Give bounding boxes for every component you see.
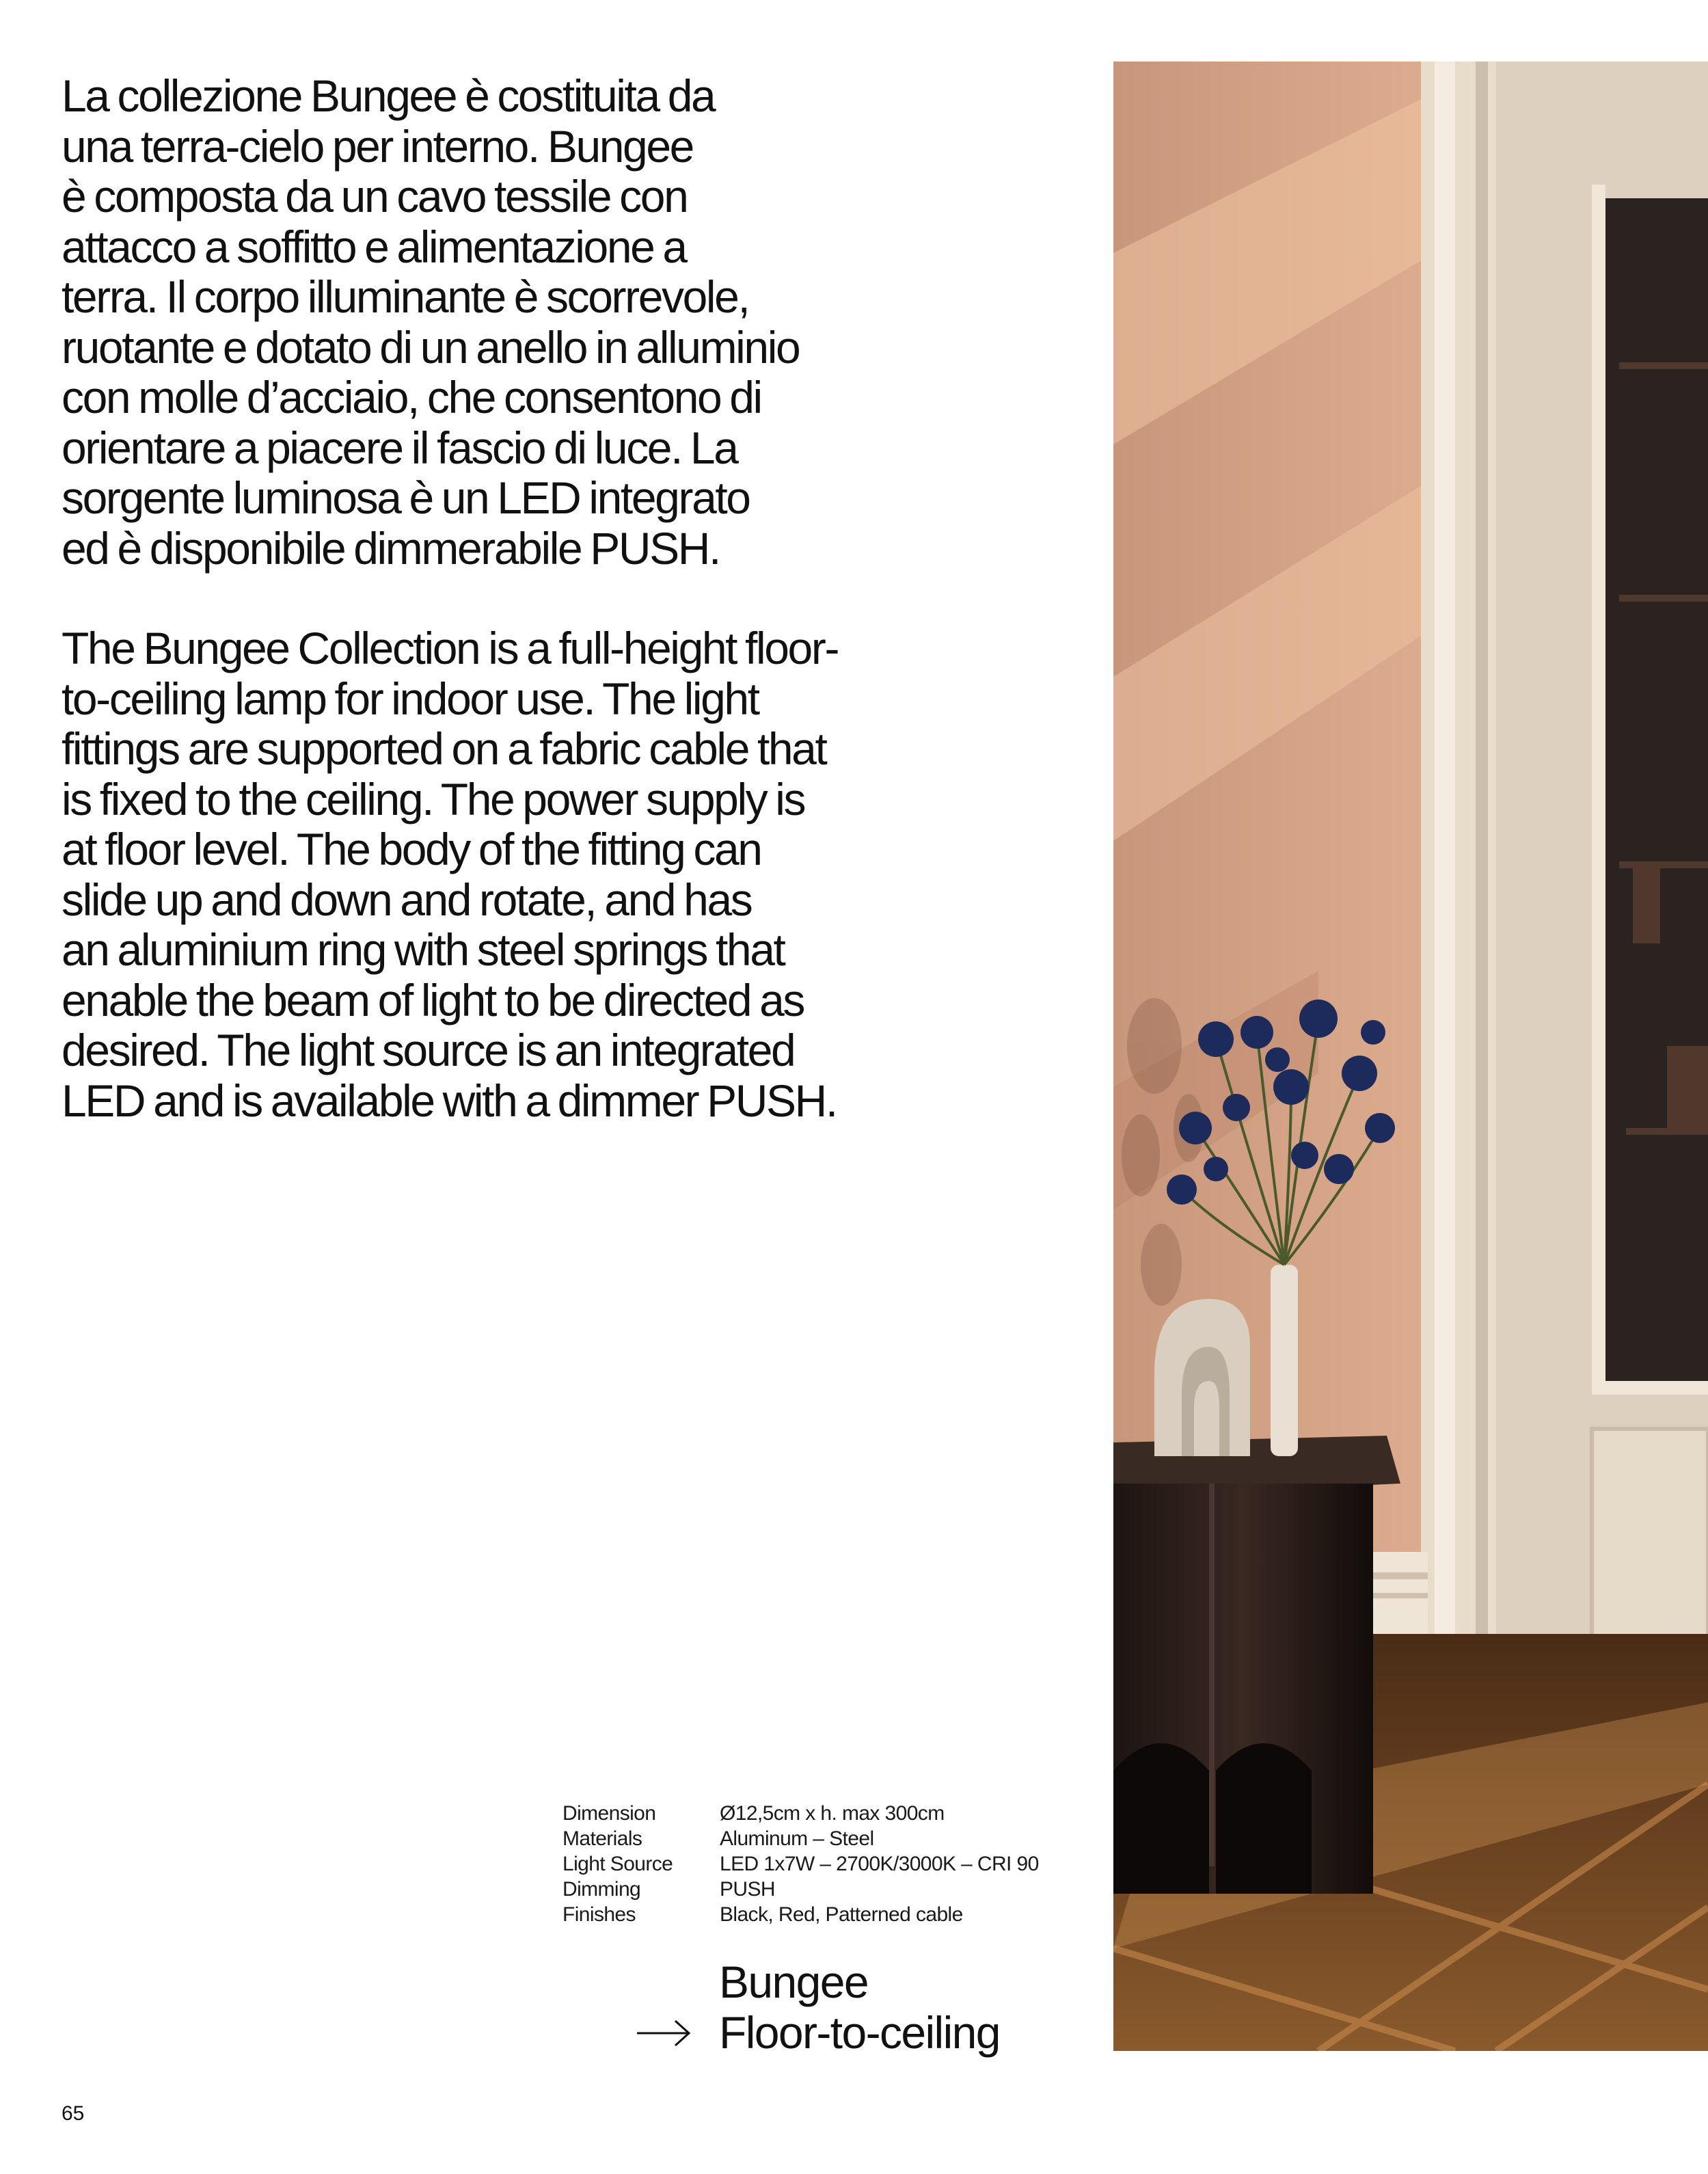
spec-value: LED 1x7W – 2700K/3000K – CRI 90 <box>720 1853 1039 1875</box>
spec-label: Finishes <box>562 1903 636 1926</box>
spec-table <box>562 1801 1109 1927</box>
spec-value: Black, Red, Patterned cable <box>720 1903 963 1926</box>
spec-label: Dimension <box>562 1802 656 1825</box>
spec-label: Dimming <box>562 1878 641 1901</box>
glass-pane <box>1605 198 1708 1381</box>
spec-label: Light Source <box>562 1853 673 1875</box>
description-english: The Bungee Collection is a full-height floor- to-ceiling lamp for indoor use. The light fittings are supported on a fabric cable that is fixed to the ceiling. The power supply is at floor level. The body of the fitting can slide up and down and rotate, and has an aluminium ring with steel springs that enable the beam of light to be directed as desired. The light source is an integrated LED and is available with a dimmer PUSH. <box>62 623 839 1126</box>
spec-row-light-source <box>562 1851 1109 1877</box>
glass-frame <box>1605 1381 1708 1395</box>
spec-value: Ø12,5cm x h. max 300cm <box>720 1802 945 1825</box>
glass-frame <box>1592 185 1605 1395</box>
spec-row-materials <box>562 1826 1109 1851</box>
sideboard-leg <box>1113 1743 1209 1894</box>
sideboard-leg <box>1216 1743 1312 1894</box>
door-frame-molding <box>1435 62 1455 1907</box>
vase-neck <box>1271 1265 1298 1456</box>
spec-row-finishes <box>562 1902 1109 1927</box>
right-arrow-icon <box>636 2019 692 2047</box>
product-name <box>719 1957 1000 2058</box>
product-link[interactable] <box>636 1957 1114 2066</box>
page-number: 65 <box>62 2102 85 2125</box>
spec-value: PUSH <box>720 1878 775 1901</box>
door-frame-molding <box>1476 62 1488 1907</box>
vase-inner-arch <box>1194 1381 1219 1456</box>
spec-label: Materials <box>562 1827 642 1850</box>
product-name-line2: Floor-to-ceiling <box>719 2007 1000 2058</box>
spec-row-dimension <box>562 1801 1109 1826</box>
spec-row-dimming <box>562 1877 1109 1902</box>
product-name-line1: Bungee <box>719 1957 868 2007</box>
description-italian: La collezione Bungee è costituita da una terra-cielo per interno. Bungee è composta da un cavo tessile con attacco a soffitto e alimentazione a terra. Il corpo illuminante è scorrevole, ruotante e dotato di un anello in alluminio con molle d’acciaio, che consentono di orientare a piacere il fascio di luce. La sorgente luminosa è un LED integrato ed è disponibile dimmerabile PUSH. <box>62 70 800 574</box>
interior-photo <box>1113 62 1708 2051</box>
sideboard-edge <box>1209 1484 1215 1866</box>
spec-value: Aluminum – Steel <box>720 1827 874 1850</box>
